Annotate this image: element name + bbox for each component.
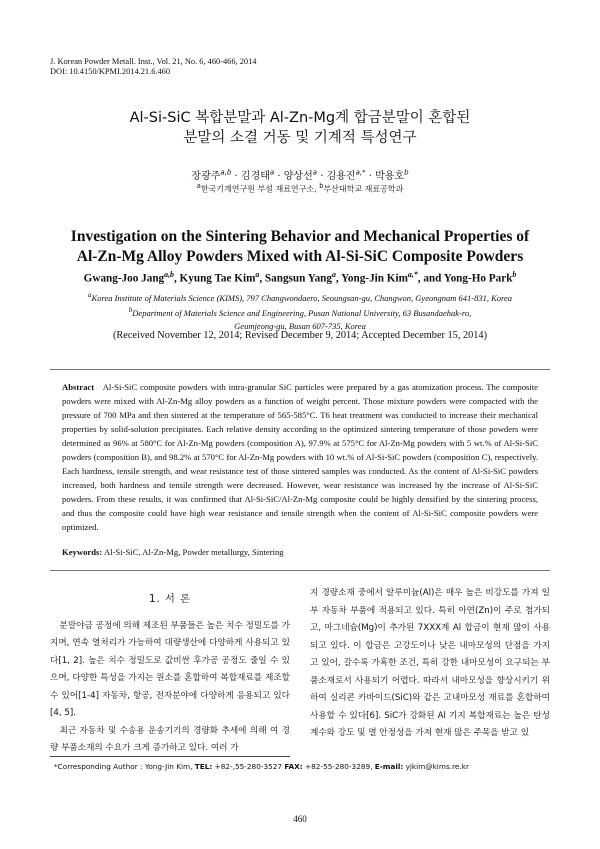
keywords-label: Keywords: xyxy=(62,547,103,557)
korean-title xyxy=(0,108,600,148)
body-column-right xyxy=(310,585,550,743)
author-name: 박용호 xyxy=(375,171,405,182)
author-affil-marker: a,* xyxy=(407,270,418,279)
keywords xyxy=(62,547,284,557)
abstract-label: Abstract xyxy=(62,382,95,392)
english-title-line-2: Al-Zn-Mg Alloy Powders Mixed with Al-Si-SiC Composite Powders xyxy=(76,248,524,265)
journal-line: J. Korean Powder Metall. Inst., Vol. 21, No. 6, 460-466, 2014 xyxy=(50,57,257,66)
affil-marker: b xyxy=(319,182,324,190)
author-affil-marker: a xyxy=(255,270,260,279)
author-separator: , and xyxy=(417,272,444,285)
keywords-text: Al-Si-SiC, Al-Zn-Mg, Powder metallurgy, Sintering xyxy=(103,547,284,557)
affil-a: Korea Institute of Materials Science (KIMS), 797 Changwondaero, Seoungsan-gu, Changwon, Gyeongnam 641-831, Korea xyxy=(91,292,512,303)
footnote-rule xyxy=(50,756,290,757)
author-affil-marker: a,* xyxy=(355,168,366,177)
author-name: Yong-Ho Park xyxy=(443,272,513,285)
author-name: Gwang-Joo Jang xyxy=(83,272,165,285)
author-name: 김경태 xyxy=(240,171,270,182)
author-name: 김용진 xyxy=(326,171,356,182)
fax-label: FAX: xyxy=(284,762,303,771)
affil-marker: a xyxy=(196,182,201,190)
email-label: E-mail: xyxy=(374,762,404,771)
affil-a-line xyxy=(0,289,600,304)
tel-label: TEL: xyxy=(194,762,213,771)
affil-b-line xyxy=(0,304,600,319)
affil-a: 한국기계연구원 부설 재료연구소, xyxy=(200,184,317,194)
footnote-prefix: *Corresponding Author : Yong-Jin Kim, xyxy=(54,762,193,771)
english-authors xyxy=(0,270,600,285)
english-affiliations xyxy=(0,289,600,332)
korean-title-line-2: 분말의 소결 거동 및 기계적 특성연구 xyxy=(183,130,417,146)
received-dates: (Received November 12, 2014; Revised December 9, 2014; Accepted December 15, 2014) xyxy=(113,330,487,341)
author-separator: · xyxy=(317,171,327,182)
page-number: 460 xyxy=(293,814,307,824)
paragraph: 분말야금 공정에 의해 제조된 부품들은 높은 치수 정밀도를 가지며, 연속 열처리가 가능하여 대량생산에 다양하게 사용되고 있다[1, 2]. 높은 치수 정밀도로 값비싼 후가공 공정도 줄일 수 있으며, 다양한 특성을 가지는 원소를 혼합하여 복합재료를 제조할 수 있어[1-4] 자동차, 항공, 전자분야에 다양하게 응용되고 있다[4, 5]. xyxy=(50,620,290,718)
abstract-text: Al-Si-SiC composite powders with intra-granular SiC particles were prepared by a gas atomization process. The composite powders were mixed with Al-Zn-Mg alloy powders as a function of weight percent. Those mixture powders were compacted with the pressure of 700 MPa and then sintered at the temperature of 565-585°C. T6 heat treatment was conducted to increase their mechanical properties by solid-solution precipitates. Each relative density according to the optimized sintering temperature of those powders were determined as 96% at 580°C for Al-Zn-Mg powders (composition A), 97.9% at 575°C for Al-Zn-Mg powders with 5 wt.% of Al-Si-SiC powders (composition B), and 98.2% at 570°C for Al-Zn-Mg powders with 10 wt.% of Al-Si-SiC powders (composition C), respectively. Each hardness, tensile strength, and wear resistance test of those sintered samples was conducted. As the content of Al-Si-SiC powders increased, both hardness and tensile strength were decreased. However, wear resistance was increased by the increase of Al-Si-SiC powders. From these results, it was confirmed that Al-Si-SiC/Al-Zn-Mg composite could be highly densified by the sintering process, and thus the composite could have high wear resistance and tensile strength when the content of Al-Si-SiC composite powders were optimized. xyxy=(62,382,538,532)
author-separator: · xyxy=(231,171,241,182)
abstract xyxy=(62,380,538,534)
fax-value: +82-55-280-3289, xyxy=(305,762,373,771)
paragraph: 최근 자동차 및 수송용 운송기기의 경량화 추세에 의해 여 경량 부품소재의 수요가 크게 증가하고 있다. 여러 가 xyxy=(50,725,290,753)
author-affil-marker: a xyxy=(269,168,275,177)
affil-b-line-2: Geumjeong-gu, Busan 607-735, Korea xyxy=(234,320,366,331)
tel-value: +82-,55-280-3527 xyxy=(214,762,283,771)
journal-citation xyxy=(50,57,257,77)
author-name: Sangsun Yang xyxy=(264,272,332,285)
bottom-divider xyxy=(50,570,550,571)
author-name: Kyung Tae Kim xyxy=(179,272,256,285)
author-name: 양상선 xyxy=(283,171,313,182)
author-affil-marker: b xyxy=(512,270,517,279)
english-title-line-1: Investigation on the Sintering Behavior and Mechanical Properties of xyxy=(70,228,530,245)
corresponding-author-footnote xyxy=(54,762,469,771)
author-affil-marker: b xyxy=(404,168,409,177)
affil-b: 부산대학교 재료공학과 xyxy=(323,184,404,194)
body-column-left xyxy=(50,591,290,758)
author-separator: · xyxy=(274,171,284,182)
english-title xyxy=(0,227,600,267)
author-separator: , xyxy=(173,272,180,285)
paragraph: 지 경량소재 중에서 알루미늄(Al)은 매우 높은 비강도를 가져 일부 자동차 부품에 적용되고 있다. 특히 아연(Zn)이 주로 첨가되고, 마그네슘(Mg)이 추가된 7XXX계 Al 합금이 현재 많이 사용되고 있다. 이 합금은 고강도이나 낮은 내마모성의 단점을 가지고 있어, 갈수록 가혹한 조건, 특히 강한 내마모성이 요구되는 부품소재로서 사용되기 어렵다. 따라서 내마모성을 향상시키기 위하여 실리콘 카바이드(SiC)와 같은 고내마모성 재료를 혼합하여 사용할 수 있다[6]. SiC가 강화된 Al 기지 복합재료는 높은 탄성계수와 강도 및 열 안정성을 가져 현재 많은 주목을 받고 있 xyxy=(310,588,550,738)
author-separator: , xyxy=(259,272,265,285)
affil-marker: b xyxy=(128,306,133,315)
author-name: 장광주 xyxy=(191,171,221,182)
email-value: yjkim@kims.re.kr xyxy=(405,762,469,771)
korean-title-line-1: Al-Si-SiC 복합분말과 Al-Zn-Mg계 합금분말이 혼합된 xyxy=(129,110,471,126)
author-separator: · xyxy=(365,171,376,182)
affil-b: Department of Materials Science and Engineering, Pusan National University, 63 Busandaehak-ro, xyxy=(132,308,472,319)
top-divider xyxy=(50,369,550,370)
author-affil-marker: a,b xyxy=(220,168,232,177)
author-affil-marker: a xyxy=(331,270,336,279)
author-affil-marker: a xyxy=(312,168,318,177)
doi-line: DOI: 10.4150/KPMI.2014.21.6.460 xyxy=(50,67,171,76)
section-heading: 1. 서 론 xyxy=(149,594,191,605)
author-affil-marker: a,b xyxy=(164,270,174,279)
korean-authors xyxy=(0,167,600,182)
affil-marker: a xyxy=(87,291,92,299)
korean-affiliations xyxy=(0,182,600,195)
author-separator: , xyxy=(335,272,342,285)
author-name: Yong-Jin Kim xyxy=(341,272,408,285)
